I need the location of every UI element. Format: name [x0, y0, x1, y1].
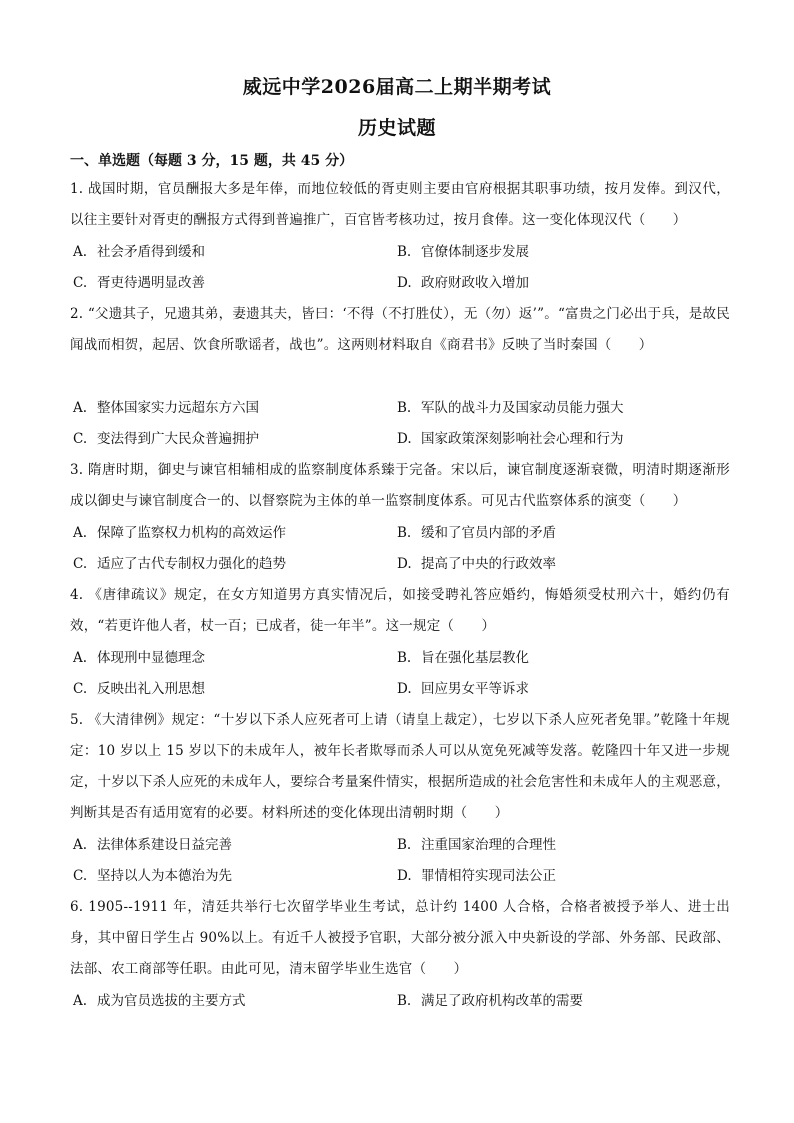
option-row	[70, 986, 730, 1017]
question-stem: 2. “父遗其子，兄遗其弟，妻遗其夫，皆曰：‘不得（不打胜仗），无（勿）返’”。“富贵之门必出于兵，是故民闻战而相贺，起居、饮食所歌谣者，战也”。这两则材料取自《商君书》反映了当时秦国（ ）	[70, 306, 730, 353]
question-4	[70, 580, 730, 642]
option-d[interactable]: D. 提高了中央的行政效率	[397, 556, 556, 572]
option-b[interactable]: B. 注重国家治理的合理性	[397, 837, 556, 853]
option-a[interactable]: A. 保障了监察权力机构的高效运作	[73, 525, 286, 541]
option-d[interactable]: D. 政府财政收入增加	[397, 275, 529, 291]
option-a[interactable]: A. 成为官员选拔的主要方式	[73, 993, 246, 1009]
option-c[interactable]: C. 反映出礼入刑思想	[73, 681, 205, 697]
option-d[interactable]: D. 国家政策深刻影响社会心理和行为	[397, 431, 624, 447]
question-5	[70, 705, 730, 829]
exam-subtitle: 历史试题	[357, 117, 436, 139]
question-stem: 1. 战国时期，官员酬报大多是年俸，而地位较低的胥吏则主要由官府根据其职事功绩，按月发俸。到汉代，以往主要针对胥吏的酬报方式得到普遍推广，百官皆考核功过，按月食俸。这一变化体现汉代（ ）	[70, 181, 730, 228]
option-b[interactable]: B. 旨在强化基层教化	[397, 650, 529, 666]
option-row	[70, 830, 730, 861]
option-row	[70, 237, 730, 268]
option-b[interactable]: B. 缓和了官员内部的矛盾	[397, 525, 556, 541]
option-a[interactable]: A. 社会矛盾得到缓和	[73, 244, 205, 260]
question-6	[70, 892, 730, 985]
question-4-options	[70, 643, 730, 705]
question-3-options	[70, 518, 730, 580]
option-row	[70, 268, 730, 299]
section-heading: 一、单选题（每题 3 分，15 题，共 45 分）	[70, 153, 354, 169]
exam-title: 威远中学2026届高二上期半期考试	[242, 76, 552, 98]
option-d[interactable]: D. 回应男女平等诉求	[397, 681, 529, 697]
question-6-options	[70, 986, 730, 1017]
option-b[interactable]: B. 官僚体制逐步发展	[397, 244, 529, 260]
option-b[interactable]: B. 满足了政府机构改革的需要	[397, 993, 583, 1009]
option-row	[70, 861, 730, 892]
option-c[interactable]: C. 坚持以人为本德治为先	[73, 868, 232, 884]
question-2-options	[70, 393, 730, 455]
question-stem: 3. 隋唐时期，御史与谏官相辅相成的监察制度体系臻于完备。宋以后，谏官制度逐渐衰微，明清时期逐渐形成以御史与谏官制度合一的、以督察院为主体的单一监察制度体系。可见古代监察体系的演变（ ）	[70, 462, 730, 509]
option-c[interactable]: C. 变法得到广大民众普遍拥护	[73, 431, 259, 447]
option-row	[70, 518, 730, 549]
option-a[interactable]: A. 体现刑中显德理念	[73, 650, 205, 666]
option-b[interactable]: B. 军队的战斗力及国家动员能力强大	[397, 400, 624, 416]
question-5-options	[70, 830, 730, 892]
question-stem: 4. 《唐律疏议》规定，在女方知道男方真实情况后，如接受聘礼答应婚约，悔婚须受杖刑六十，婚约仍有效，“若更许他人者，杖一百；已成者，徒一年半”。这一规定（ ）	[70, 587, 730, 634]
question-2	[70, 299, 730, 361]
option-c[interactable]: C. 胥吏待遇明显改善	[73, 275, 205, 291]
option-row	[70, 549, 730, 580]
option-row	[70, 424, 730, 455]
option-c[interactable]: C. 适应了古代专制权力强化的趋势	[73, 556, 286, 572]
question-3	[70, 455, 730, 517]
option-row	[70, 643, 730, 674]
option-a[interactable]: A. 整体国家实力远超东方六国	[73, 400, 259, 416]
option-d[interactable]: D. 罪情相符实现司法公正	[397, 868, 556, 884]
question-stem: 5. 《大清律例》规定：“十岁以下杀人应死者可上请（请皇上裁定），七岁以下杀人应死者免罪。”乾隆十年规定：10 岁以上 15 岁以下的未成年人，被年长者欺辱而杀人可以从宽免死减等发落。乾隆四十年又进一步规定，十岁以下杀人应死的未成年人，要综合考量案件情实，根据所造成的社会危害性和未成年人的主观恶意，判断其是否有适用宽宥的必要。材料所述的变化体现出清朝时期（ ）	[70, 712, 730, 821]
option-row	[70, 674, 730, 705]
option-a[interactable]: A. 法律体系建设日益完善	[73, 837, 232, 853]
question-1-options	[70, 237, 730, 299]
question-stem: 6. 1905--1911 年，清廷共举行七次留学毕业生考试，总计约 1400 人合格，合格者被授予举人、进士出身，其中留日学生占 90%以上。有近千人被授予官职，大部分被分派入中央新设的学部、外务部、民政部、法部、农工商部等任职。由此可见，清末留学毕业生选官（ ）	[70, 899, 730, 977]
option-row	[70, 393, 730, 424]
